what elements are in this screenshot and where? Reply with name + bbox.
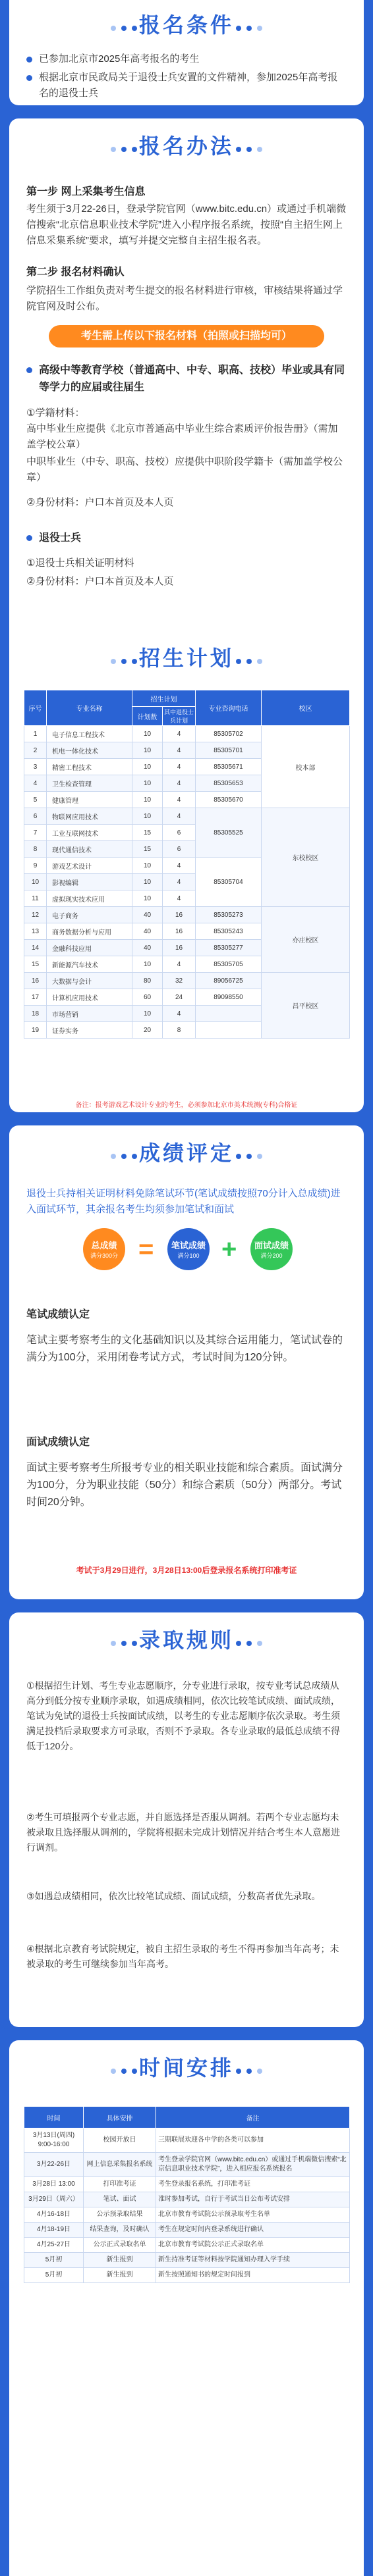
plan-cell: 大数据与会计 [47,973,132,989]
plan-cell: 10 [24,874,47,890]
plan-cell: 亦庄校区 [262,907,350,973]
written-text: 笔试主要考察考生的文化基础知识以及其综合运用能力，笔试试卷的满分为100分，采用闭卷考试方式，考试时间为120分钟。 [26,1335,343,1363]
plan-header-group: 招生计划 [132,690,196,707]
plan-cell [196,1006,262,1022]
plan-cell: 昌平校区 [262,973,350,1039]
plan-cell: 6 [24,808,47,825]
group1-title: 高级中等教育学校（普通高中、中专、职高、技校）毕业或具有同等学力的应届或往届生 [26,362,347,396]
conditions-card [9,0,364,105]
plan-header-count: 计划数 [132,707,163,726]
total-label: 总成绩 [91,1241,117,1250]
plan-cell: 85305525 [196,808,262,858]
plan-cell: 电子信息工程技术 [47,726,132,742]
evaluation-title [9,1140,364,1166]
schedule-header-time: 时间 [24,2107,84,2128]
method-title-text: 报名办法 [138,134,234,158]
schedule-content: 结果查询，及时确认 [84,2223,156,2238]
schedule-time: 3月13日(周四) 9:00-16:00 [24,2128,84,2153]
schedule-content: 笔试、面试 [84,2192,156,2207]
plan-cell: 10 [132,742,163,759]
plan-cell: 89098550 [196,989,262,1006]
plan-cell: 游戏艺术设计 [47,858,132,874]
schedule-note: 新生持准考证等材料按学院通知办理入学手续 [156,2253,350,2268]
plan-header-vet: 其中退役士兵计划 [163,707,196,726]
plan-cell: 4 [24,775,47,792]
plan-cell: 机电一体化技术 [47,742,132,759]
conditions-title-text: 报名条件 [138,13,234,37]
plan-header-major: 专业名称 [47,690,132,726]
interview-title: 面试成绩认定 [26,1437,90,1448]
schedule-card [9,2040,364,2576]
plan-cell: 4 [163,874,196,890]
plan-cell: 32 [163,973,196,989]
plan-cell: 10 [132,890,163,907]
plan-cell: 85305705 [196,956,262,973]
plan-cell: 工业互联网技术 [47,825,132,841]
plan-cell: 7 [24,825,47,841]
plan-cell: 证券实务 [47,1022,132,1039]
plan-cell: 市场营销 [47,1006,132,1022]
interview-score-circle [250,1228,293,1270]
plan-cell: 24 [163,989,196,1006]
schedule-note: 新生按照通知书的规定时间报到 [156,2268,350,2283]
schedule-row [24,2207,350,2223]
admission-title [9,1627,364,1653]
plan-cell: 14 [24,940,47,956]
interview-sub: 满分200 [260,1252,283,1259]
schedule-time: 4月18-19日 [24,2223,84,2238]
plan-cell: 20 [132,1022,163,1039]
plan-title [9,645,364,671]
title-decoration-left [108,22,140,28]
schedule-note: 考生登录报名系统，打印准考证 [156,2177,350,2192]
schedule-time: 5月初 [24,2268,84,2283]
plan-cell: 4 [163,759,196,775]
schedule-content: 校园开放日 [84,2128,156,2153]
group2-title: 退役士兵 [26,530,347,546]
materials-banner: 考生需上传以下报名材料（拍照或扫描均可） [49,325,324,348]
plus-icon: + [221,1235,237,1264]
plan-cell: 40 [132,923,163,940]
plan-cell: 85305671 [196,759,262,775]
plan-cell: 健康管理 [47,792,132,808]
plan-cell: 9 [24,858,47,874]
bullet-icon [26,367,32,373]
evaluation-intro: 退役士兵持相关证明材料免除笔试环节(笔试成绩按照70分计入总成绩)进入面试环节，其余报名考生均须参加笔试和面试 [26,1188,341,1215]
method-title [9,133,364,159]
title-decoration-right [233,1637,265,1643]
admission-para-1: ①根据招生计划、考生专业志愿顺序，分专业进行录取，按专业考试总成绩从高分到低分按专业顺序录取，如遇成绩相同，依次比较笔试成绩、面试成绩，笔试为免试的退役士兵按面试成绩，以考生的专业志愿顺序依次录取。考生须满足投档后录取要求方可录取，否则不予录取。各专业录取的最低总成绩不得低于120分。 [26,1680,340,1751]
schedule-note: 北京市教育考试院公示正式录取名单 [156,2238,350,2253]
plan-cell: 12 [24,907,47,923]
admission-para-2: ②考生可填报两个专业志愿，并自愿选择是否服从调剂。若两个专业志愿均未被录取且选择服从调剂的，学院将根据未完成计划情况并结合考生本人意愿进行调剂。 [26,1812,340,1853]
plan-cell: 4 [163,858,196,874]
plan-cell: 19 [24,1022,47,1039]
plan-cell: 16 [163,940,196,956]
step2-title: 第二步 报名材料确认 [26,267,125,278]
schedule-row [24,2223,350,2238]
plan-title-text: 招生计划 [138,646,234,670]
plan-cell: 16 [163,923,196,940]
plan-cell: 虚拟现实技术应用 [47,890,132,907]
plan-cell: 10 [132,775,163,792]
schedule-header-note: 备注 [156,2107,350,2128]
evaluation-title-text: 成绩评定 [138,1141,234,1165]
plan-cell: 40 [132,940,163,956]
plan-cell: 85305277 [196,940,262,956]
total-sub: 满分300分 [90,1252,119,1259]
plan-cell: 8 [24,841,47,858]
plan-cell: 4 [163,742,196,759]
plan-cell: 商务数据分析与应用 [47,923,132,940]
bullet-icon [26,535,32,541]
plan-cell: 16 [163,907,196,923]
title-decoration-left [108,1637,140,1643]
schedule-content: 网上信息采集报名系统 [84,2153,156,2177]
schedule-row [24,2253,350,2268]
plan-cell: 85305701 [196,742,262,759]
plan-cell: 89056725 [196,973,262,989]
plan-cell: 精密工程技术 [47,759,132,775]
schedule-time: 4月16-18日 [24,2207,84,2223]
schedule-title-text: 时间安排 [138,2056,234,2080]
plan-cell: 5 [24,792,47,808]
plan-cell: 4 [163,726,196,742]
schedule-row [24,2153,350,2177]
schedule-row [24,2192,350,2207]
group1-line-2: 高中毕业生应提供《北京市普通高中毕业生综合素质评价报告册》（需加盖学校公章） [26,423,338,450]
plan-cell: 3 [24,759,47,775]
plan-cell: 10 [132,726,163,742]
title-decoration-left [108,1150,140,1156]
written-score-circle [167,1228,210,1270]
admission-card [9,1612,364,2027]
plan-cell: 10 [132,858,163,874]
plan-cell: 计算机应用技术 [47,989,132,1006]
admission-para-4: ④根据北京教育考试院规定，被自主招生录取的考生不得再参加当年高考；未被录取的考生可继续参加当年高考。 [26,1944,339,1969]
total-score-circle [83,1228,125,1270]
plan-cell: 85305670 [196,792,262,808]
conditions-item-1: 已参加北京市2025年高考报名的考生 [26,51,347,67]
score-formula [9,1228,364,1274]
plan-cell: 11 [24,890,47,907]
equals-icon: = [138,1235,154,1264]
schedule-row [24,2128,350,2153]
schedule-content: 公示预录取结果 [84,2207,156,2223]
evaluation-card [9,1125,364,1599]
plan-cell: 85305702 [196,726,262,742]
plan-header-campus: 校区 [262,690,350,726]
admission-para-3: ③如遇总成绩相同，依次比较笔试成绩、面试成绩，分数高者优先录取。 [26,1891,321,1901]
exam-notice: 考试于3月29日进行，3月28日13:00后登录报名系统打印准考证 [76,1566,297,1575]
schedule-row [24,2268,350,2283]
group1-line-4: ②身份材料：户口本首页及本人页 [26,497,174,508]
title-decoration-right [233,2065,265,2071]
plan-cell: 影视编辑 [47,874,132,890]
group1-line-1: ①学籍材料： [26,407,85,419]
schedule-time: 3月28日 13:00 [24,2177,84,2192]
plan-cell: 60 [132,989,163,1006]
plan-cell: 6 [163,825,196,841]
interview-label: 面试成绩 [254,1241,289,1250]
plan-cell: 4 [163,1006,196,1022]
schedule-title [9,2055,364,2081]
plan-cell: 4 [163,792,196,808]
plan-footnote: 备注：报考游戏艺术设计专业的考生，必须参加北京市美术统测(专科)合格证 [75,1102,298,1109]
plan-cell: 10 [132,874,163,890]
plan-cell: 17 [24,989,47,1006]
plan-cell: 15 [132,841,163,858]
plan-cell: 4 [163,956,196,973]
plan-cell: 金融科技应用 [47,940,132,956]
schedule-header-content: 具体安排 [84,2107,156,2128]
plan-cell: 10 [132,792,163,808]
plan-cell: 85305704 [196,858,262,907]
title-decoration-left [108,656,140,661]
step1-text: 考生须于3月22-26日，登录学院官网（www.bitc.edu.cn）或通过手机端微信搜索“北京信息职业技术学院”进入小程序报名系统，按照“自主招生网上信息采集系统”要求，填写并提交完整自主招生报名表。 [26,203,347,246]
plan-table-row [24,973,350,989]
plan-cell: 新能源汽车技术 [47,956,132,973]
plan-cell: 10 [132,1006,163,1022]
schedule-time: 3月29日（周六） [24,2192,84,2207]
group1-line-3: 中职毕业生（中专、职高、技校）应提供中职阶段学籍卡（需加盖学校公章） [26,456,343,483]
plan-cell: 8 [163,1022,196,1039]
plan-table-row [24,808,350,825]
schedule-content: 新生报到 [84,2253,156,2268]
schedule-content: 新生报到 [84,2268,156,2283]
plan-cell [196,1022,262,1039]
schedule-table [24,2106,350,2283]
plan-cell: 40 [132,907,163,923]
group2-line-1: ①退役士兵相关证明材料 [26,557,134,569]
schedule-note: 北京市教育考试院公示预录取考生名单 [156,2207,350,2223]
plan-header-phone: 专业咨询电话 [196,690,262,726]
plan-cell: 15 [24,956,47,973]
plan-table-row [24,907,350,923]
plan-cell: 16 [24,973,47,989]
conditions-item-2: 根据北京市民政局关于退役士兵安置的文件精神，参加2025年高考报名的退役士兵 [26,70,347,101]
schedule-note: 三期联展欢迎各中学的各类可以参加 [156,2128,350,2153]
schedule-row [24,2177,350,2192]
plan-cell: 校本部 [262,726,350,808]
plan-cell: 电子商务 [47,907,132,923]
plan-cell: 2 [24,742,47,759]
title-decoration-right [233,143,265,149]
written-sub: 满分100 [177,1252,200,1259]
plan-cell: 85305243 [196,923,262,940]
title-decoration-left [108,2065,140,2071]
written-title: 笔试成绩认定 [26,1309,90,1320]
schedule-time: 3月22-26日 [24,2153,84,2177]
plan-cell: 85305653 [196,775,262,792]
step1-title: 第一步 网上采集考生信息 [26,186,146,197]
conditions-title [9,12,364,38]
admission-title-text: 录取规则 [138,1628,234,1652]
plan-cell: 80 [132,973,163,989]
plan-cell: 现代通信技术 [47,841,132,858]
plan-cell: 10 [132,759,163,775]
schedule-time: 4月25-27日 [24,2238,84,2253]
group2-line-2: ②身份材料：户口本首页及本人页 [26,576,174,587]
step2-text: 学院招生工作组负责对考生提交的报名材料进行审核，审核结果将通过学院官网及时公布。 [26,285,343,312]
plan-cell: 15 [132,825,163,841]
plan-cell: 1 [24,726,47,742]
schedule-content: 打印准考证 [84,2177,156,2192]
plan-footnote-card [9,796,364,797]
interview-text: 面试主要考察考生所报考专业的相关职业技能和综合素质。面试满分为100分，分为职业技能（50分）和综合素质（50分）两部分。考试时间20分钟。 [26,1462,343,1508]
plan-cell: 85305273 [196,907,262,923]
title-decoration-right [233,656,265,661]
plan-cell: 13 [24,923,47,940]
plan-cell: 6 [163,841,196,858]
schedule-time: 5月初 [24,2253,84,2268]
bullet-icon [26,75,32,81]
written-label: 笔试成绩 [171,1241,206,1250]
bullet-icon [26,57,32,63]
title-decoration-left [108,143,140,149]
plan-cell: 卫生检查管理 [47,775,132,792]
schedule-note: 考生在规定时间内登录系统进行确认 [156,2223,350,2238]
plan-table [24,690,350,1039]
method-card [9,118,364,1112]
schedule-row [24,2238,350,2253]
schedule-note: 准时参加考试，自行于考试当日公布考试安排 [156,2192,350,2207]
title-decoration-right [233,22,265,28]
plan-table-row [24,726,350,742]
plan-cell: 4 [163,890,196,907]
plan-cell: 东校校区 [262,808,350,907]
plan-cell: 4 [163,775,196,792]
plan-cell: 物联网应用技术 [47,808,132,825]
schedule-content: 公示正式录取名单 [84,2238,156,2253]
plan-cell: 10 [132,956,163,973]
plan-cell: 18 [24,1006,47,1022]
schedule-note: 考生登录学院官网（www.bitc.edu.cn）或通过手机端微信搜索“北京信息职业技术学院”，进入相应报名系统报名 [156,2153,350,2177]
title-decoration-right [233,1150,265,1156]
plan-cell: 10 [132,808,163,825]
plan-cell: 4 [163,808,196,825]
plan-header-no: 序号 [24,690,47,726]
